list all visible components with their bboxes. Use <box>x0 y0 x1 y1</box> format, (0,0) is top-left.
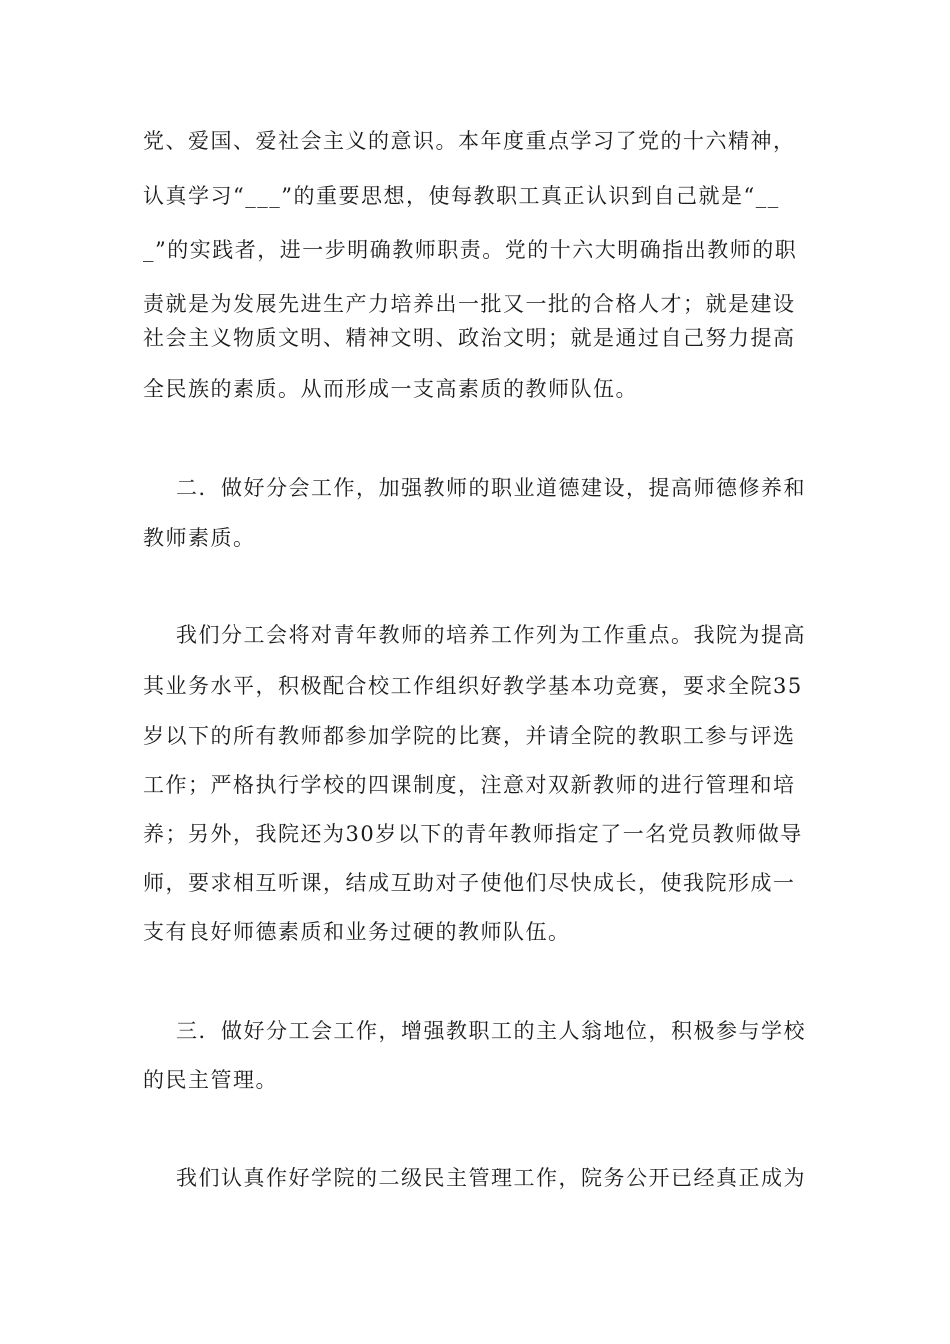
paragraph-1-line-1: 党、爱国、爱社会主义的意识。本年度重点学习了党的十六精神， <box>143 129 796 153</box>
paragraph-3-line-5: 养；另外，我院还为30岁以下的青年教师指定了一名党员教师做导 <box>143 822 803 846</box>
paragraph-3-line-7: 支有良好师德素质和业务过硬的教师队伍。 <box>143 920 571 944</box>
paragraph-1-line-6: 全民族的素质。从而形成一支高素质的教师队伍。 <box>143 377 638 401</box>
section-heading-2-line-1: 二．做好分会工作，加强教师的职业道德建设，提高师德修养和 <box>176 476 806 500</box>
paragraph-1-line-2: 认真学习“___”的重要思想，使每教职工真正认识到自己就是“__ <box>143 184 780 208</box>
paragraph-1-line-4: 责就是为发展先进生产力培养出一批又一批的合格人才；就是建设 <box>143 292 796 316</box>
paragraph-3-line-6: 师，要求相互听课，结成互助对子使他们尽快成长，使我院形成一 <box>143 871 796 895</box>
paragraph-5-line-1: 我们认真作好学院的二级民主管理工作，院务公开已经真正成为 <box>176 1166 806 1190</box>
paragraph-3-line-3: 岁以下的所有教师都参加学院的比赛，并请全院的教职工参与评选 <box>143 724 796 748</box>
section-heading-3-line-1: 三．做好分工会工作，增强教职工的主人翁地位，积极参与学校 <box>176 1019 806 1043</box>
paragraph-3-line-4: 工作；严格执行学校的四课制度，注意对双新教师的进行管理和培 <box>143 773 796 797</box>
section-heading-2-line-2: 教师素质。 <box>143 526 256 550</box>
section-heading-3-line-2: 的民主管理。 <box>143 1068 278 1092</box>
paragraph-3-line-2: 其业务水平，积极配合校工作组织好教学基本功竞赛，要求全院35 <box>143 674 803 698</box>
paragraph-1-line-5: 社会主义物质文明、精神文明、政治文明；就是通过自己努力提高 <box>143 326 796 350</box>
paragraph-1-line-3: _”的实践者，进一步明确教师职责。党的十六大明确指出教师的职 <box>143 238 798 262</box>
paragraph-3-line-1: 我们分工会将对青年教师的培养工作列为工作重点。我院为提高 <box>176 623 806 647</box>
